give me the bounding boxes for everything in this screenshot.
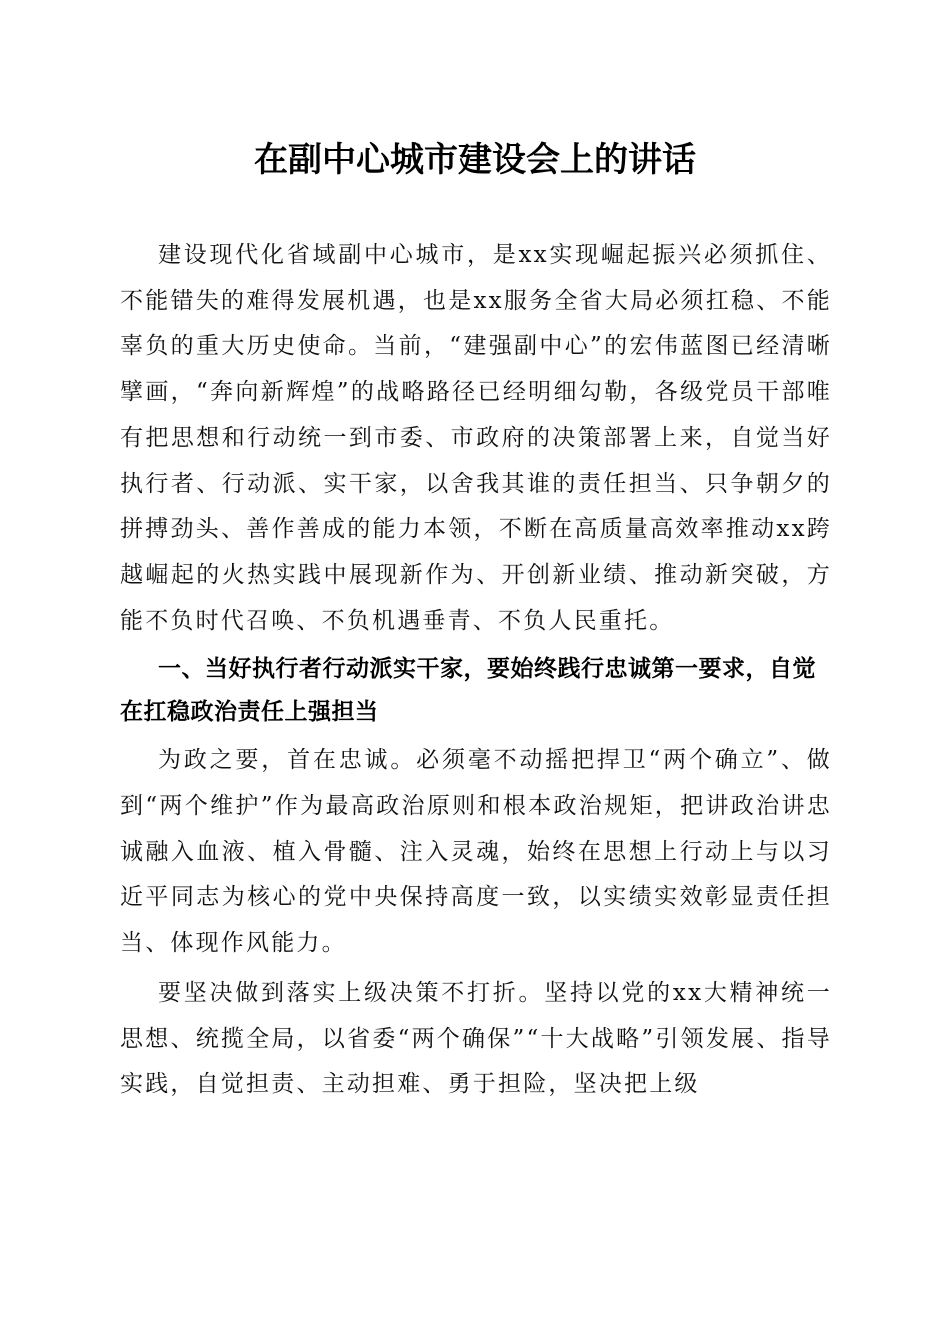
intro-paragraph: 建设现代化省域副中心城市，是xx实现崛起振兴必须抓住、不能错失的难得发展机遇，也是xx服务全省大局必须扛稳、不能辜负的重大历史使命。当前，“建强副中心”的宏伟蓝图已经清晰擘画，“奔向新辉煌”的战略路径已经明细勾勒，各级党员干部唯有把思想和行动统一到市委、市政府的决策部署上来，自觉当好执行者、行动派、实干家，以舍我其谁的责任担当、只争朝夕的拼搏劲头、善作善成的能力本领，不断在高质量高效率推动xx跨越崛起的火热实践中展现新作为、开创新业绩、推动新突破，方能不负时代召唤、不负机遇垂青、不负人民重托。 xyxy=(120,242,832,634)
section-paragraph: 要坚决做到落实上级决策不打折。坚持以党的xx大精神统一思想、统揽全局，以省委“两个确保”“十大战略”引领发展、指导实践，自觉担责、主动担难、勇于担险，坚决把上级 xyxy=(120,979,832,1098)
document-title: 在副中心城市建设会上的讲话 xyxy=(254,140,696,180)
section-heading: 一、当好执行者行动派实干家，要始终践行忠诚第一要求，自觉在扛稳政治责任上强担当 xyxy=(120,656,816,726)
document-body xyxy=(120,233,832,1108)
section-paragraph: 为政之要，首在忠诚。必须毫不动摇把捍卫“两个确立”、做到“两个维护”作为最高政治原则和根本政治规矩，把讲政治讲忠诚融入血液、植入骨髓、注入灵魂，始终在思想上行动上与以习近平同志为核心的党中央保持高度一致，以实绩实效彰显责任担当、体现作风能力。 xyxy=(120,747,832,957)
